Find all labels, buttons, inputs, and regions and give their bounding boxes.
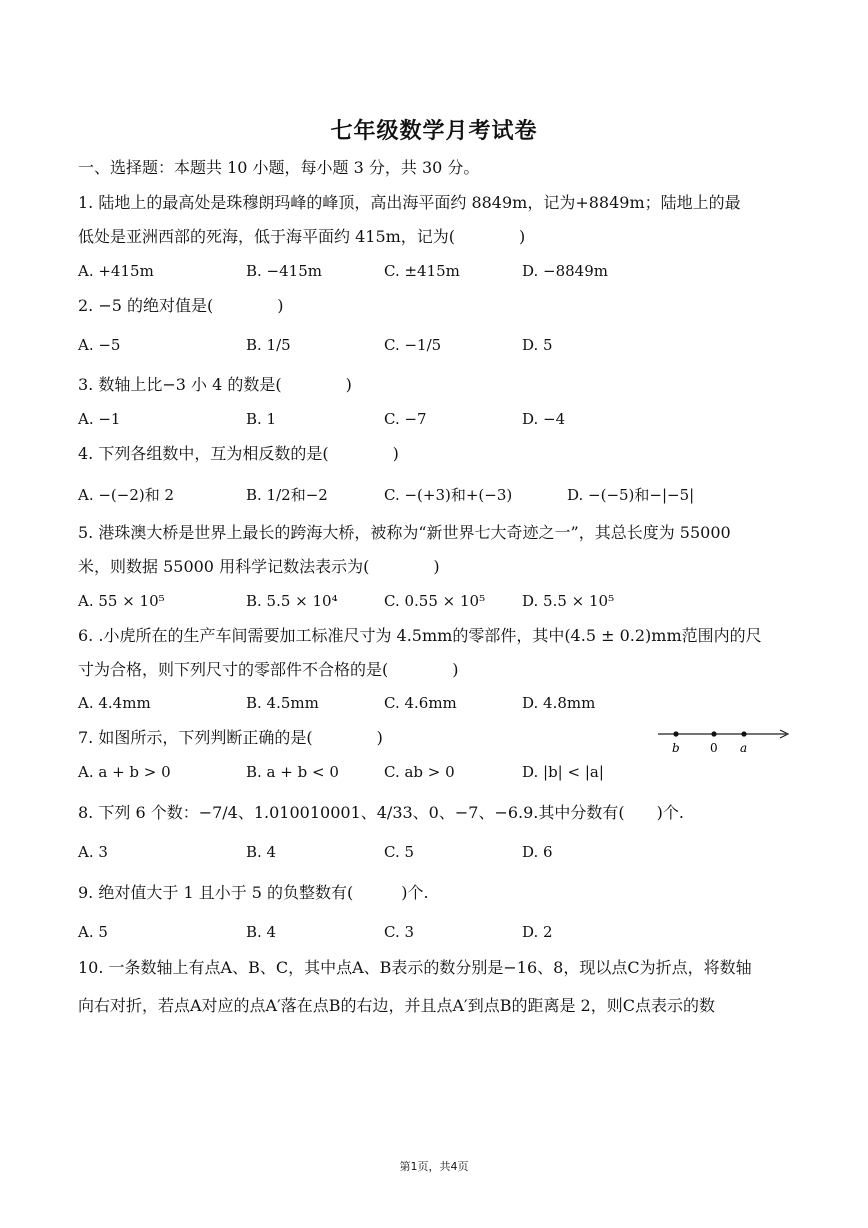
q9-option-c: C. 3 (384, 923, 415, 941)
q2-option-b: B. 1/5 (246, 336, 291, 354)
q1-option-d: D. −8849m (522, 262, 608, 280)
label-b: b (672, 741, 680, 755)
q3-option-c: C. −7 (384, 410, 427, 428)
q8-option-c: C. 5 (384, 843, 415, 861)
question-10-line-1: 10. 一条数轴上有点A、B、C，其中点A、B表示的数分别是−16、8，现以点C为折点，将数轴 (78, 958, 752, 977)
q6-option-b: B. 4.5mm (246, 694, 319, 712)
q4-option-c: C. −(+3)和+(−3) (384, 486, 513, 504)
question-5-line-1: 5. 港珠澳大桥是世界上最长的跨海大桥，被称为“新世界七大奇迹之一”，其总长度为 55000 (78, 523, 731, 542)
q1-option-c: C. ±415m (384, 262, 460, 280)
point-b (673, 731, 678, 736)
q8-option-d: D. 6 (522, 843, 553, 861)
q2-option-a: A. −5 (78, 336, 121, 354)
question-6-line-2: 寸为合格，则下列尺寸的零部件不合格的是( ) (78, 660, 459, 679)
label-zero: 0 (710, 741, 718, 755)
question-1-line-1: 1. 陆地上的最高处是珠穆朗玛峰的峰顶，高出海平面约 8849m，记为+8849m；陆地上的最 (78, 193, 741, 212)
q5-option-a: A. 55 × 10⁵ (78, 592, 165, 610)
label-a: a (740, 741, 748, 755)
q4-option-a: A. −(−2)和 2 (78, 486, 175, 504)
q9-option-a: A. 5 (78, 923, 108, 941)
question-1-line-2: 低处是亚洲西部的死海，低于海平面约 415m，记为( ) (78, 227, 526, 246)
q2-option-c: C. −1/5 (384, 336, 442, 354)
q8-option-b: B. 4 (246, 843, 277, 861)
q8-option-a: A. 3 (78, 843, 108, 861)
question-2-line-1: 2. −5 的绝对值是( ) (78, 296, 284, 315)
question-9-line-1: 9. 绝对值大于 1 且小于 5 的负整数有( )个. (78, 883, 429, 902)
question-5-line-2: 米，则数据 55000 用科学记数法表示为( ) (78, 557, 440, 576)
q1-option-a: A. +415m (78, 262, 154, 280)
q4-option-d: D. −(−5)和−|−5| (567, 486, 695, 504)
point-zero (711, 731, 716, 736)
q5-option-b: B. 5.5 × 10⁴ (246, 592, 338, 610)
q3-option-d: D. −4 (522, 410, 566, 428)
q7-option-d: D. |b| < |a| (522, 763, 604, 781)
q7-option-a: A. a + b > 0 (78, 763, 171, 781)
question-10-line-2: 向右对折，若点A对应的点A′落在点B的右边，并且点A′到点B的距离是 2，则C点表示的数 (78, 996, 715, 1015)
section-heading: 一、选择题：本题共 10 小题，每小题 3 分，共 30 分。 (78, 158, 480, 177)
point-a (741, 731, 746, 736)
q7-option-c: C. ab > 0 (384, 763, 455, 781)
question-4-line-1: 4. 下列各组数中，互为相反数的是( ) (78, 444, 399, 463)
question-8-line-1: 8. 下列 6 个数：−7/4、1.010010001、4/33、0、−7、−6.9.其中分数有( )个. (78, 803, 684, 822)
q7-option-b: B. a + b < 0 (246, 763, 339, 781)
q6-option-d: D. 4.8mm (522, 694, 596, 712)
q4-option-b: B. 1/2和−2 (246, 486, 328, 504)
q6-option-c: C. 4.6mm (384, 694, 457, 712)
q3-option-a: A. −1 (78, 410, 121, 428)
q3-option-b: B. 1 (246, 410, 277, 428)
q1-option-b: B. −415m (246, 262, 322, 280)
number-line-figure (654, 724, 794, 758)
question-6-line-1: 6. .小虎所在的生产车间需要加工标准尺寸为 4.5mm的零部件，其中(4.5 ± 0.2)mm范围内的尺 (78, 626, 762, 645)
question-3-line-1: 3. 数轴上比−3 小 4 的数是( ) (78, 375, 352, 394)
q9-option-b: B. 4 (246, 923, 277, 941)
page-title: 七年级数学月考试卷 (330, 119, 538, 144)
q5-option-d: D. 5.5 × 10⁵ (522, 592, 615, 610)
q2-option-d: D. 5 (522, 336, 553, 354)
page-footer: 第1页，共4页 (399, 1160, 469, 1173)
q5-option-c: C. 0.55 × 10⁵ (384, 592, 486, 610)
q9-option-d: D. 2 (522, 923, 553, 941)
q6-option-a: A. 4.4mm (78, 694, 151, 712)
question-7-line-1: 7. 如图所示，下列判断正确的是( ) (78, 728, 383, 747)
